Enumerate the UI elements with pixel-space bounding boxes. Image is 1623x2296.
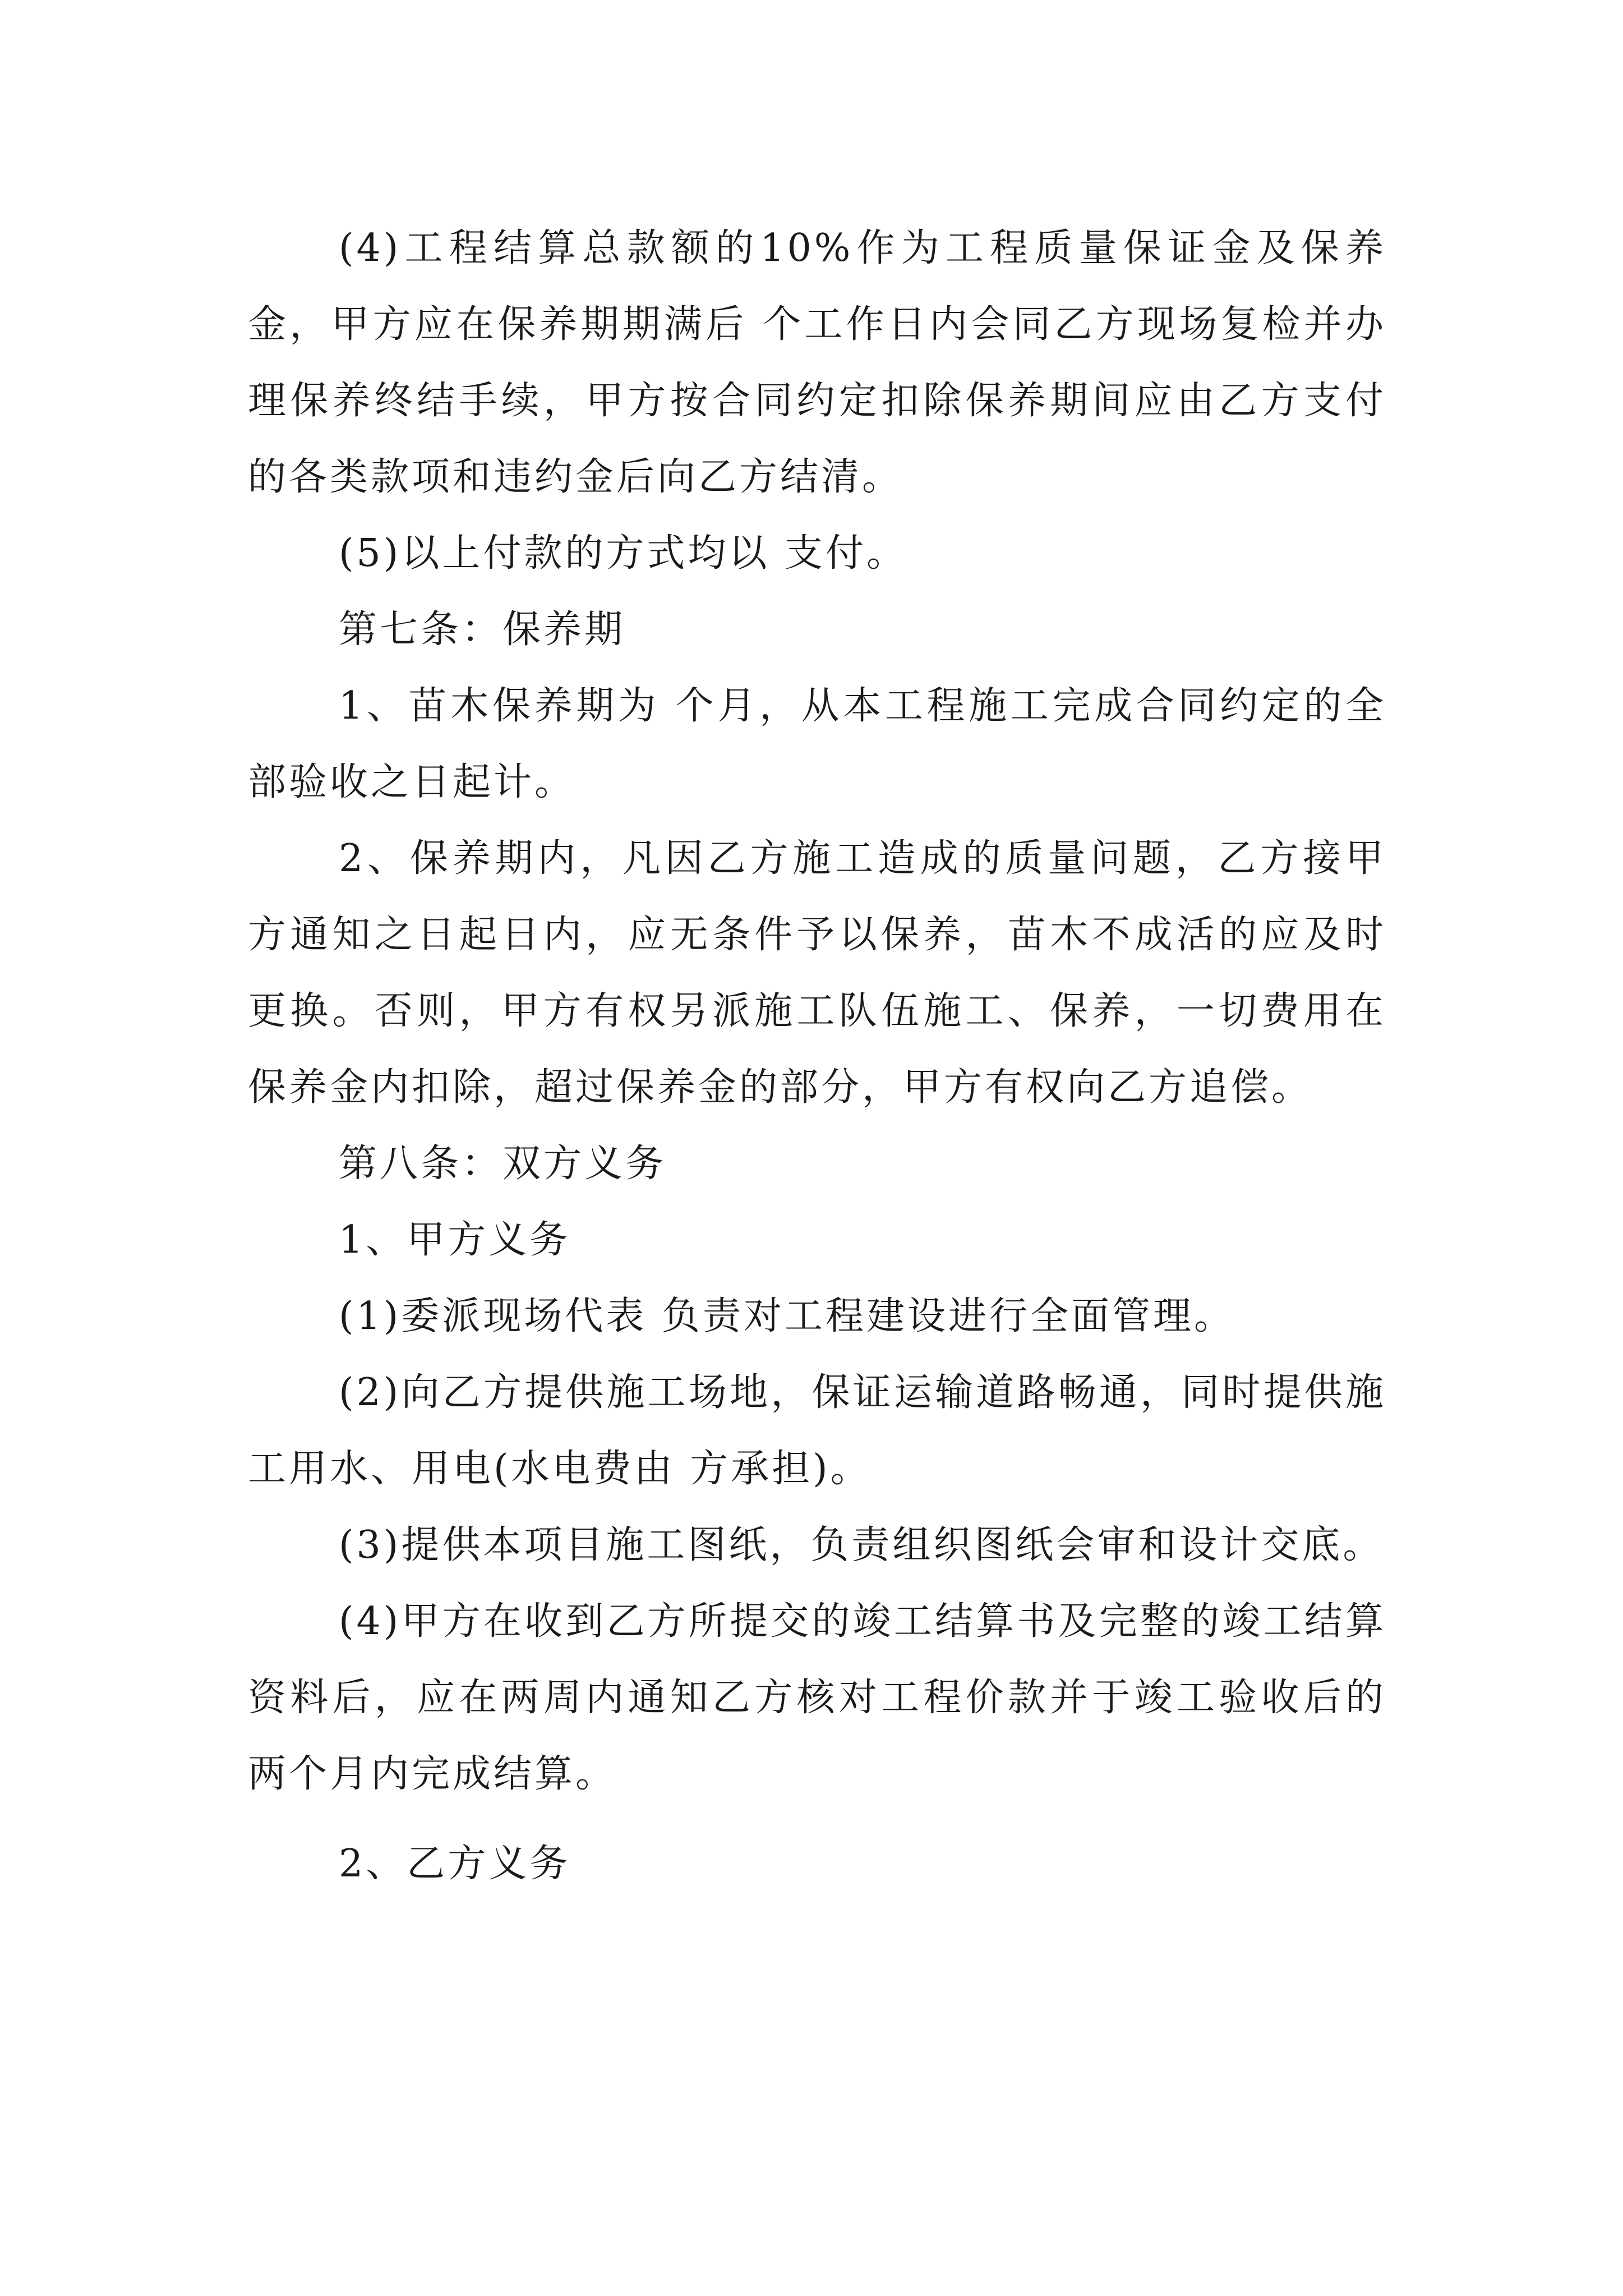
heading-article-7: 第七条：保养期 [339,608,626,652]
paragraph-party-a-1: (1)委派现场代表 负责对工程建设进行全面管理。 [339,1294,1235,1338]
paragraph-maintenance-2: 2、保养期内，凡因乙方施工造成的质量问题，乙方接甲方通知之日起日内，应无条件予以保养，苗木不成活的应及时更换。否则，甲方有权另派施工队伍施工、保养，一切费用在保养金内扣除，超过保养金的部分，甲方有权向乙方追偿。 [248,836,1386,1110]
heading-article-8: 第八条：双方义务 [339,1142,667,1186]
paragraph-party-a-3: (3)提供本项目施工图纸，负责组织图纸会审和设计交底。 [339,1523,1384,1567]
subheading-party-a-duties: 1、甲方义务 [339,1218,571,1262]
paragraph-payment-5: (5)以上付款的方式均以 支付。 [339,531,907,576]
document-body [248,210,1386,1902]
paragraph-party-a-2: (2)向乙方提供施工场地，保证运输道路畅通，同时提供施工用水、用电(水电费由 方承担)。 [248,1370,1386,1491]
subheading-party-b-duties: 2、乙方义务 [339,1842,571,1886]
paragraph-payment-4: (4)工程结算总款额的10%作为工程质量保证金及保养金，甲方应在保养期期满后 个工作日内会同乙方现场复检并办理保养终结手续，甲方按合同约定扣除保养期间应由乙方支付的各类款项和违约金后向乙方结清。 [248,226,1386,499]
paragraph-party-a-4: (4)甲方在收到乙方所提交的竣工结算书及完整的竣工结算资料后，应在两周内通知乙方核对工程价款并于竣工验收后的两个月内完成结算。 [248,1599,1386,1796]
paragraph-maintenance-1: 1、苗木保养期为 个月，从本工程施工完成合同约定的全部验收之日起计。 [248,684,1386,804]
